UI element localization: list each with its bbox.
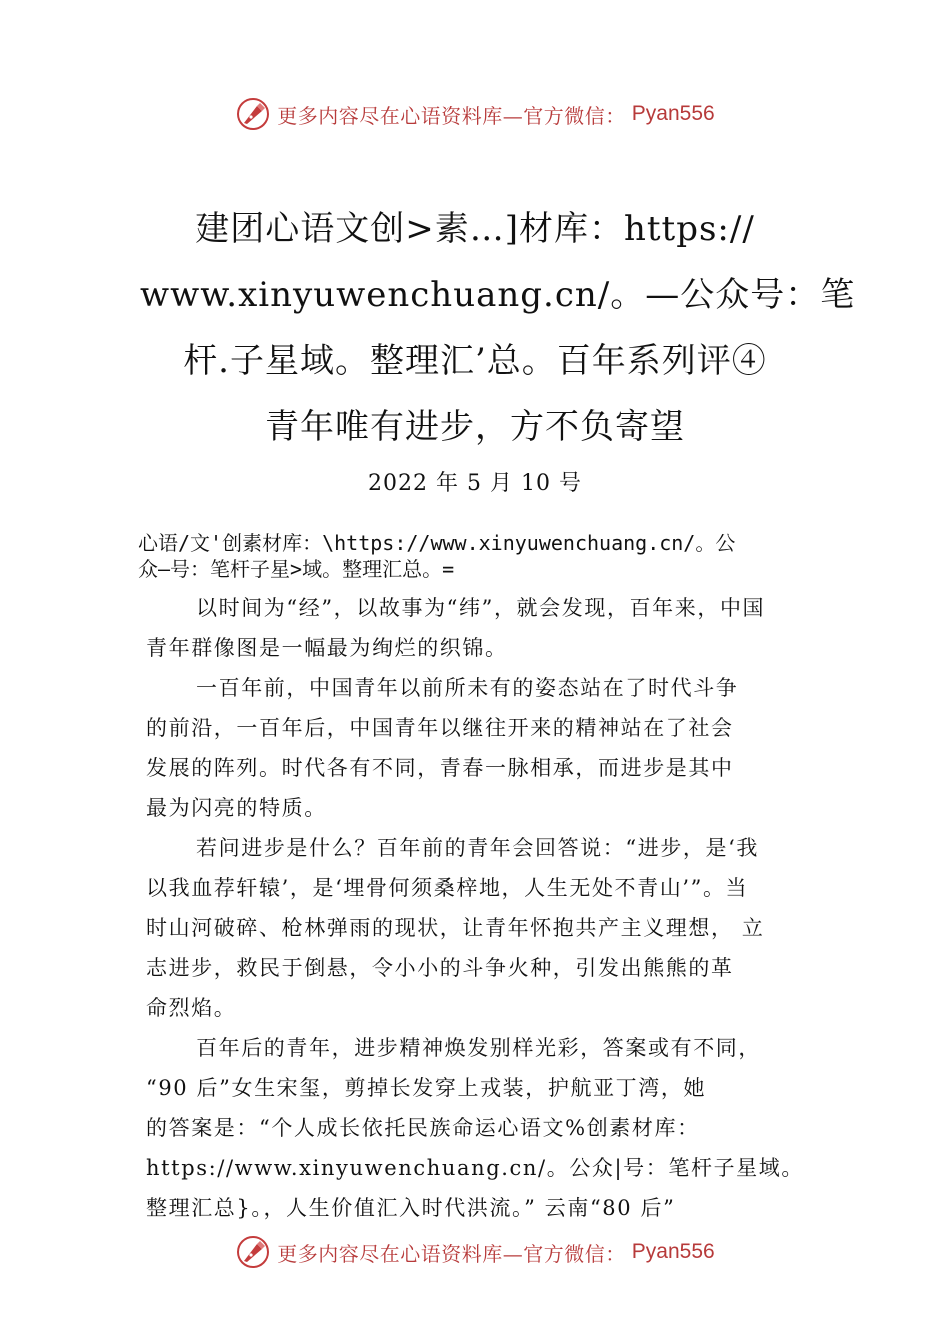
watermark-wechat-id: Pyan556 [631, 102, 715, 125]
watermark-wechat-id: Pyan556 [631, 1240, 715, 1263]
title-line: 青年唯有进步，方不负寄望 [265, 407, 685, 447]
paragraph-line: 若问进步是什么？百年前的青年会回答说：“进步，是‘我 [196, 836, 760, 860]
paragraph [146, 828, 826, 1028]
paragraph-line: 整理汇总}。，人生价值汇入时代洪流。” 云南“80 后” [146, 1196, 676, 1220]
title-line: www.xinyuwenchuang.cn/。—公众号：笔 [140, 275, 856, 315]
paragraph-line: 以时间为“经”，以故事为“纬”，就会发现，百年来，中国 [196, 596, 766, 620]
publish-date: 2022 年 5 月 10 号 [368, 471, 582, 496]
paragraph-line: 青年群像图是一幅最为绚烂的织锦。 [146, 636, 508, 660]
watermark-text: 更多内容尽在心语资料库—官方微信： [277, 103, 626, 128]
paragraph [146, 588, 826, 668]
paragraph [146, 1028, 826, 1228]
paragraph-line: 志进步，救民于倒悬，令小小的斗争火种，引发出熊熊的革 [146, 956, 734, 980]
paragraph-line: 的答案是：“个人成长依托民族命运心语文%创素材库： [146, 1116, 700, 1140]
footer-watermark [0, 1232, 950, 1272]
watermark-text: 更多内容尽在心语资料库—官方微信： [277, 1241, 626, 1266]
source-note-line: 众—号：笔杆子星>域。整理汇总。= [138, 557, 455, 581]
article-body [138, 530, 826, 1228]
header-watermark [0, 94, 950, 134]
pen-nib-logo-icon [235, 96, 271, 132]
paragraph [146, 668, 826, 828]
paragraph-line: 百年后的青年，进步精神焕发别样光彩，答案或有不同， [196, 1036, 761, 1060]
paragraph-line: https://www.xinyuwenchuang.cn/。公众|号：笔杆子星域。 [146, 1156, 804, 1180]
document-title [140, 196, 856, 460]
paragraph-line: “90 后”女生宋玺，剪掉长发穿上戎装，护航亚丁湾，她 [146, 1076, 707, 1100]
source-note-line: 心语/文'创素材库：\https://www.xinyuwenchuang.cn/。公 [138, 531, 736, 555]
paragraph-line: 的前沿，一百年后，中国青年以继往开来的精神站在了社会 [146, 716, 734, 740]
paragraph-line: 发展的阵列。时代各有不同，青春一脉相承，而进步是其中 [146, 756, 734, 780]
pen-nib-logo-icon [235, 1234, 271, 1270]
paragraph-line: 命烈焰。 [146, 996, 237, 1020]
paragraph-line: 一百年前，中国青年以前所未有的姿态站在了时代斗争 [196, 676, 739, 700]
paragraph-line: 时山河破碎、枪林弹雨的现状，让青年怀抱共产主义理想， 立 [146, 916, 765, 940]
title-line: 杆.子星域。整理汇’总。百年系列评④ [183, 341, 767, 381]
paragraph-line: 最为闪亮的特质。 [146, 796, 327, 820]
source-note [138, 530, 826, 582]
paragraph-line: 以我血荐轩辕’，是‘埋骨何须桑梓地，人生无处不青山’”。当 [146, 876, 749, 900]
title-line: 建团心语文创>素…]材库：https:// [195, 209, 755, 249]
